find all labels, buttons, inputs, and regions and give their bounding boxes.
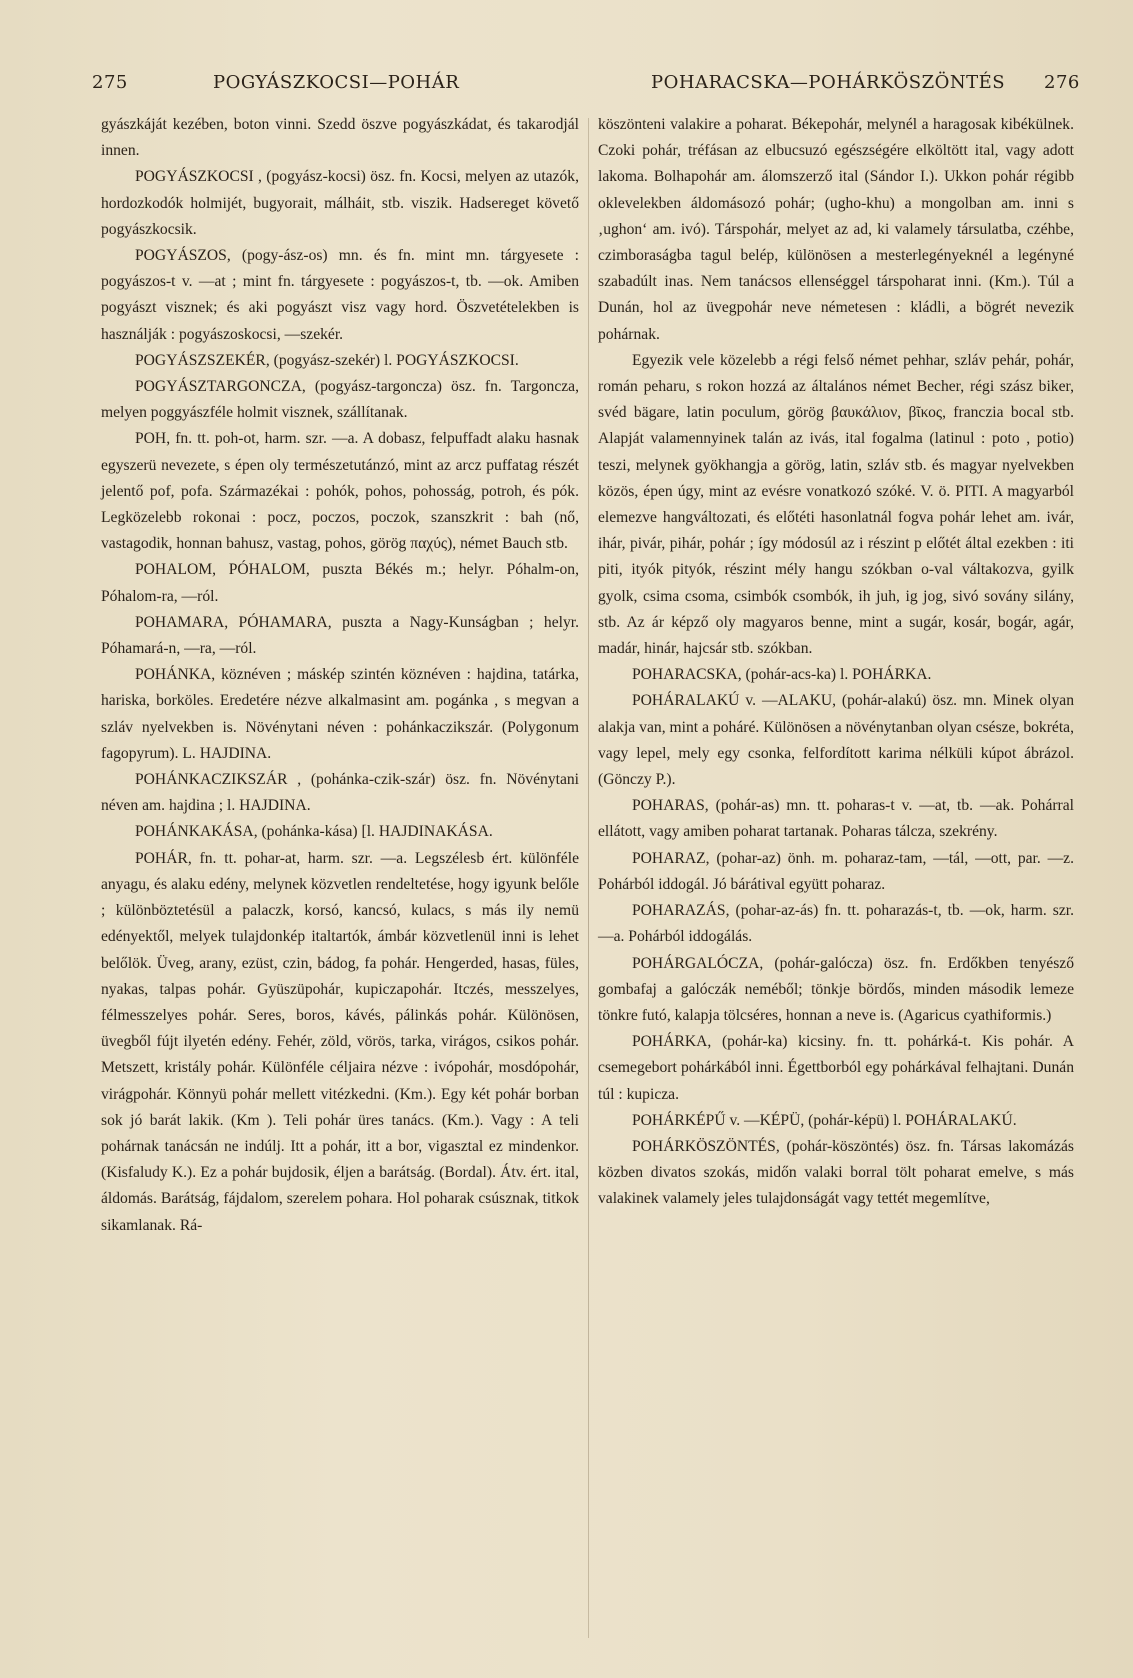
dictionary-entry: POHÁRKÖSZÖNTÉS, (pohár-köszöntés) ösz. fn. Társas lakomázás közben divatos szokás, midőn valaki borral tölt poharat emelve, s más valakinek valamely jeles tulajdonságát vagy tettét megemlítve, bbox=[598, 1137, 1074, 1208]
dictionary-entry: POGYÁSZTARGONCZA, (pogyász-targoncza) ösz. fn. Targoncza, melyen poggyászféle holmit visznek, szállítanak. bbox=[101, 378, 579, 422]
dictionary-entry: POGYÁSZSZEKÉR, (pogyász-szekér) l. POGYÁSZKOCSI. bbox=[135, 351, 519, 369]
column-divider bbox=[588, 118, 589, 1638]
left-column bbox=[101, 112, 579, 1239]
dictionary-entry: POHÁR, fn. tt. pohar-at, harm. szr. —a. Legszélesb ért. különféle anyagu, és alaku edény, melynek közvetlen rendeltetése, hogy igyunk belőle ; különböztetésül a palaczk, korsó, kancsó, kulacs, s más ily nemü edényektől, melyek tulajdonkép italtartók, ámbár közvetlenül inni is lehet belőlök. Üveg, arany, ezüst, czin, bádog, fa pohár. Hengerded, hasas, füles, nyakas, talpas pohár. Gyüszüpohár, kupiczapohár. Itczés, messzelyes, félmesszelyes pohár. Seres, boros, kávés, pálinkás pohár. Különösen, üvegből fújt ilyetén edény. Fehér, zöld, vörös, tarka, virágos, csikos pohár. Metszett, kristály pohár. Különféle céljaira nézve : ivópohár, mosdópohár, virágpohár. Könnyü pohár mellett vitézkedni. (Km.). Egy két pohár borban sok jó barát lakik. (Km ). Teli pohár üres tanács. (Km.). Vagy : A teli pohárnak tanácsán ne indúlj. Itt a pohár, itt a bor, vigasztal ez mindenkor. (Kisfaludy K.). Ez a pohár bujdosik, éljen a barátság. (Bordal). Átv. ért. ital, áldomás. Barátság, fájdalom, szerelem pohara. Hol poharak csúsznak, titkok sikamlanak. Rá- bbox=[101, 849, 579, 1234]
dictionary-entry: POHÁRKÉPŰ v. —KÉPÜ, (pohár-képü) l. POHÁRALAKÚ. bbox=[632, 1111, 1017, 1129]
right-page-number: 276 bbox=[1044, 72, 1080, 93]
dictionary-entry: POHARACSKA, (pohár-acs-ka) l. POHÁRKA. bbox=[632, 666, 932, 684]
continued-paragraph: gyászkáját kezében, boton vinni. Szedd öszve pogyászkádat, és takarodjál innen. bbox=[101, 116, 579, 160]
dictionary-entry: POHÁRALAKÚ v. —ALAKU, (pohár-alakú) ösz. mn. Minek olyan alakja van, mint a poháré. Különösen a növénytanban olyan csésze, bokréta, vagy lepel, mely egy csonka, felfordított karima nélküli kúpot ábrázol. (Gönczy P.). bbox=[598, 692, 1074, 789]
dictionary-entry: POH, fn. tt. poh-ot, harm. szr. —a. A dobasz, felpuffadt alaku hasnak egyszerü nevezete, s épen oly természetutánzó, mint az arcz puffatag részét jelentő pof, pofa. Származékai : pohók, pohos, pohosság, potroh, és pók. Legközelebb rokonai : pocz, poczos, poczok, szanszkrit : bah (nő, vastagodik, honnan bahusz, vastag, pohos, görög παχύς), német Bauch stb. bbox=[101, 430, 579, 553]
right-column bbox=[598, 112, 1074, 1213]
dictionary-entry: POHÁNKA, köznéven ; máskép szintén köznéven : hajdina, tatárka, hariska, borköles. Eredetére nézve alkalmasint am. pogánka , s megvan a szláv nyelvekben is. Növénytani néven : pohánkaczikszár. (Polygonum fagopyrum). L. HAJDINA. bbox=[101, 666, 579, 762]
dictionary-entry: POHARAZ, (pohar-az) önh. m. poharaz-tam, —tál, —ott, par. —z. Pohárból iddogál. Jó bárátival együtt poharaz. bbox=[598, 849, 1074, 893]
left-running-title: POGYÁSZKOCSI—POHÁR bbox=[213, 72, 460, 93]
dictionary-entry: POHÁNKAKÁSA, (pohánka-kása) [l. HAJDINAKÁSA. bbox=[135, 823, 493, 841]
dictionary-entry: POHALOM, PÓHALOM, puszta Békés m.; helyr. Póhalm-on, Póhalom-ra, —ról. bbox=[101, 561, 579, 605]
dictionary-entry: POHARAZÁS, (pohar-az-ás) fn. tt. poharazás-t, tb. —ok, harm. szr. —a. Pohárból iddogálás. bbox=[598, 902, 1074, 946]
dictionary-entry: POHARAS, (pohár-as) mn. tt. poharas-t v. —at, tb. —ak. Pohárral ellátott, vagy amiben poharat tartanak. Poharas tálcza, szekrény. bbox=[598, 797, 1074, 841]
dictionary-entry: POHÁRKA, (pohár-ka) kicsiny. fn. tt. pohárká-t. Kis pohár. A csemegebort pohárkából inni. Égettborból egy pohárkával felhajtani. Dunán túl : kupicza. bbox=[598, 1033, 1074, 1103]
dictionary-entry: POGYÁSZKOCSI , (pogyász-kocsi) ösz. fn. Kocsi, melyen az utazók, hordozkodók holmijét, bugyorait, málháit, stb. viszik. Hadsereget követő pogyászkocsik. bbox=[101, 168, 579, 238]
dictionary-entry: Egyezik vele közelebb a régi felső német pehhar, szláv pehár, pohár, román peharu, s rokon hozzá az általános német Becher, régi szász biker, svéd bägare, latin poculum, görög βαυκάλιον, βῖκος, franczia bocal stb. Alapját valamennyinek talán az ivás, ital fogalma (latinul : poto , potio) teszi, melynek gyökhangja a görög, latin, szláv stb. és magyar nyelvekben közös, épen úgy, mint az evésre vonatkozó szóké. V. ö. PITI. A magyarból elemezve hangváltozati, és előtéti hasonlatnál fogva pohár lehet am. ivár, ihár, pivár, pihár, pohár ; így módosúl az i részint p előtét által ezekben : iti piti, ityók pityók, részint mély hangu szókban o-val váltakozva, gyilk gyolk, csima csoma, csimbók csombók, ih juh, ig jog, sivó sovány silány, stb. Az ár képző oly magyaros benne, mint a sugár, kosár, bogár, agár, madár, hinár, hajcsár stb. szókban. bbox=[598, 351, 1074, 658]
dictionary-entry: POHAMARA, PÓHAMARA, puszta a Nagy-Kunságban ; helyr. Póhamará-n, —ra, —ról. bbox=[101, 613, 579, 658]
dictionary-entry: POGYÁSZOS, (pogy-ász-os) mn. és fn. mint mn. tárgyesete : pogyászos-t v. —at ; mint fn. tárgyesete : pogyászos-t, tb. —ok. Amiben pogyászt visznek; és aki pogyászt visz vagy hord. Öszvetételekben is használják : pogyászoskocsi, —szekér. bbox=[101, 247, 579, 343]
right-running-title: POHARACSKA—POHÁRKÖSZÖNTÉS bbox=[651, 72, 1006, 93]
continued-paragraph: köszönteni valakire a poharat. Békepohár, melynél a haragosak kibékülnek. Czoki pohár, tréfásan az elbucsuzó egészségére elköltött ital, vagy adott lakoma. Bolhapohár am. álomszerző ital (Sándor I.). Ukkon pohár régibb oklevelekben áldomásozó pohár; (ugho-khu) a mongolban am. inni s ‚ughon‘ am. ivó). Társpohár, melyet az ad, ki valamely társulatba, czéhbe, czimboraságba tagul belép, különösen a mesterlegényeknél a legényné szabadúlt inas. Nem tanácsos ellenséggel társpoharat inni. (Km.). Túl a Dunán, hol az üvegpohár neve németesen : kládli, a bögrét nevezik pohárnak. bbox=[598, 116, 1074, 343]
dictionary-entry: POHÁRGALÓCZA, (pohár-galócza) ösz. fn. Erdőkben tenyésző gombafaj a galóczák neméből; tönkje bördős, minden második lemeze tönkre futó, kalapja tölcséres, honnan a neve is. (Agaricus cyathiformis.) bbox=[598, 954, 1074, 1024]
page-header bbox=[0, 66, 1133, 100]
dictionary-entry: POHÁNKACZIKSZÁR , (pohánka-czik-szár) ösz. fn. Növénytani néven am. hajdina ; l. HAJDINA. bbox=[101, 771, 579, 815]
left-page-number: 275 bbox=[92, 72, 128, 93]
